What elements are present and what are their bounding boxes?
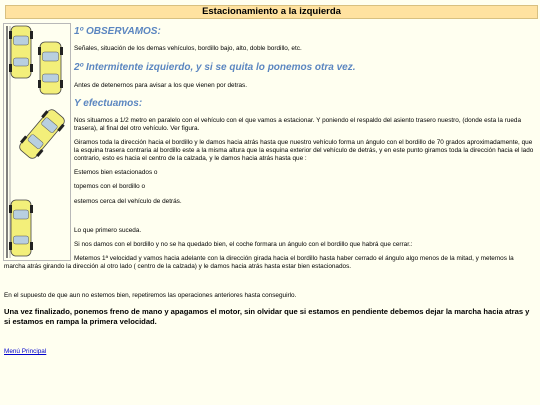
parked-car-front [9,26,33,78]
position-text: Nos situamos a 1/2 metro en paralelo con el vehículo con el que vamos a estacionar. Y poniendo el respaldo del asiento trasero nuestro, (donde esta la rueda trasera), al final del otro vehículo. Ver figura. [74,117,522,132]
final-text: Una vez finalizado, ponemos freno de mano y apagamos el motor, sin olvidar que si estamos en pendiente debemos dejar la marcha hacia atras y si estamos en rampa la primera velocidad. [4,307,530,327]
list-item: topemos con el bordillo o [74,183,146,190]
stop-text: Antes de detenernos para avisar a los que vienen por detras. [74,82,248,89]
list-item: estemos cerca del vehículo de detrás. [74,198,182,205]
signals-text: Señales, situación de los demas vehículos, bordillo bajo, alto, doble bordillo, etc. [74,45,302,52]
list-item: Estemos bien estacionados o [74,169,158,176]
repeat-text: En el supuesto de que aun no estemos bien, repetiremos las operaciones anteriores hasta conseguirlo. [4,292,297,299]
angle-text: Si nos damos con el bordillo y no se ha quedado bien, el coche formara un ángulo con el bordillo que habrá que cerrar.: [74,241,413,248]
heading-indicator: 2º Intermitente izquierdo, y si se quita lo ponemos otra vez. [74,62,356,73]
first-occurs-text: Lo que primero suceda. [74,227,142,234]
heading-execute: Y efectuamos: [74,98,143,109]
heading-observe: 1º OBSERVAMOS: [74,26,161,37]
turn-text: Giramos toda la dirección hacia el bordillo y le damos hacia atrás hasta que nuestro vehículo forma un ángulo con el bordillo de 70 grados aproximadamente, que la esquina trasera contraria al bordillo este a la misma altura que la esquina exterior del vehículo de detrás, y en este punto giramos toda la dirección hacia el lado contrario, esto es hacia el centro de la calzada, y le damos hacia atrás hasta que : [74,139,534,162]
own-car-start [38,42,63,94]
parking-illustration [3,23,71,261]
gear-text: Metemos 1ª velocidad y vamos hacia adelante con la dirección girada hacia el bordillo hasta haber cerrado el ángulo algo menos de la mitad, y metemos la marcha atrás girando la dirección al otro lado ( centro de la calzada) y le damos hacia atrás hasta estar bien estacionados. [4,255,514,270]
parked-car-rear [9,200,33,256]
page-title: Estacionamiento a la izquierda [5,5,538,19]
main-menu-link[interactable]: Menú Principal [4,348,47,355]
parking-diagram [4,24,70,260]
own-car-angled [16,106,68,161]
